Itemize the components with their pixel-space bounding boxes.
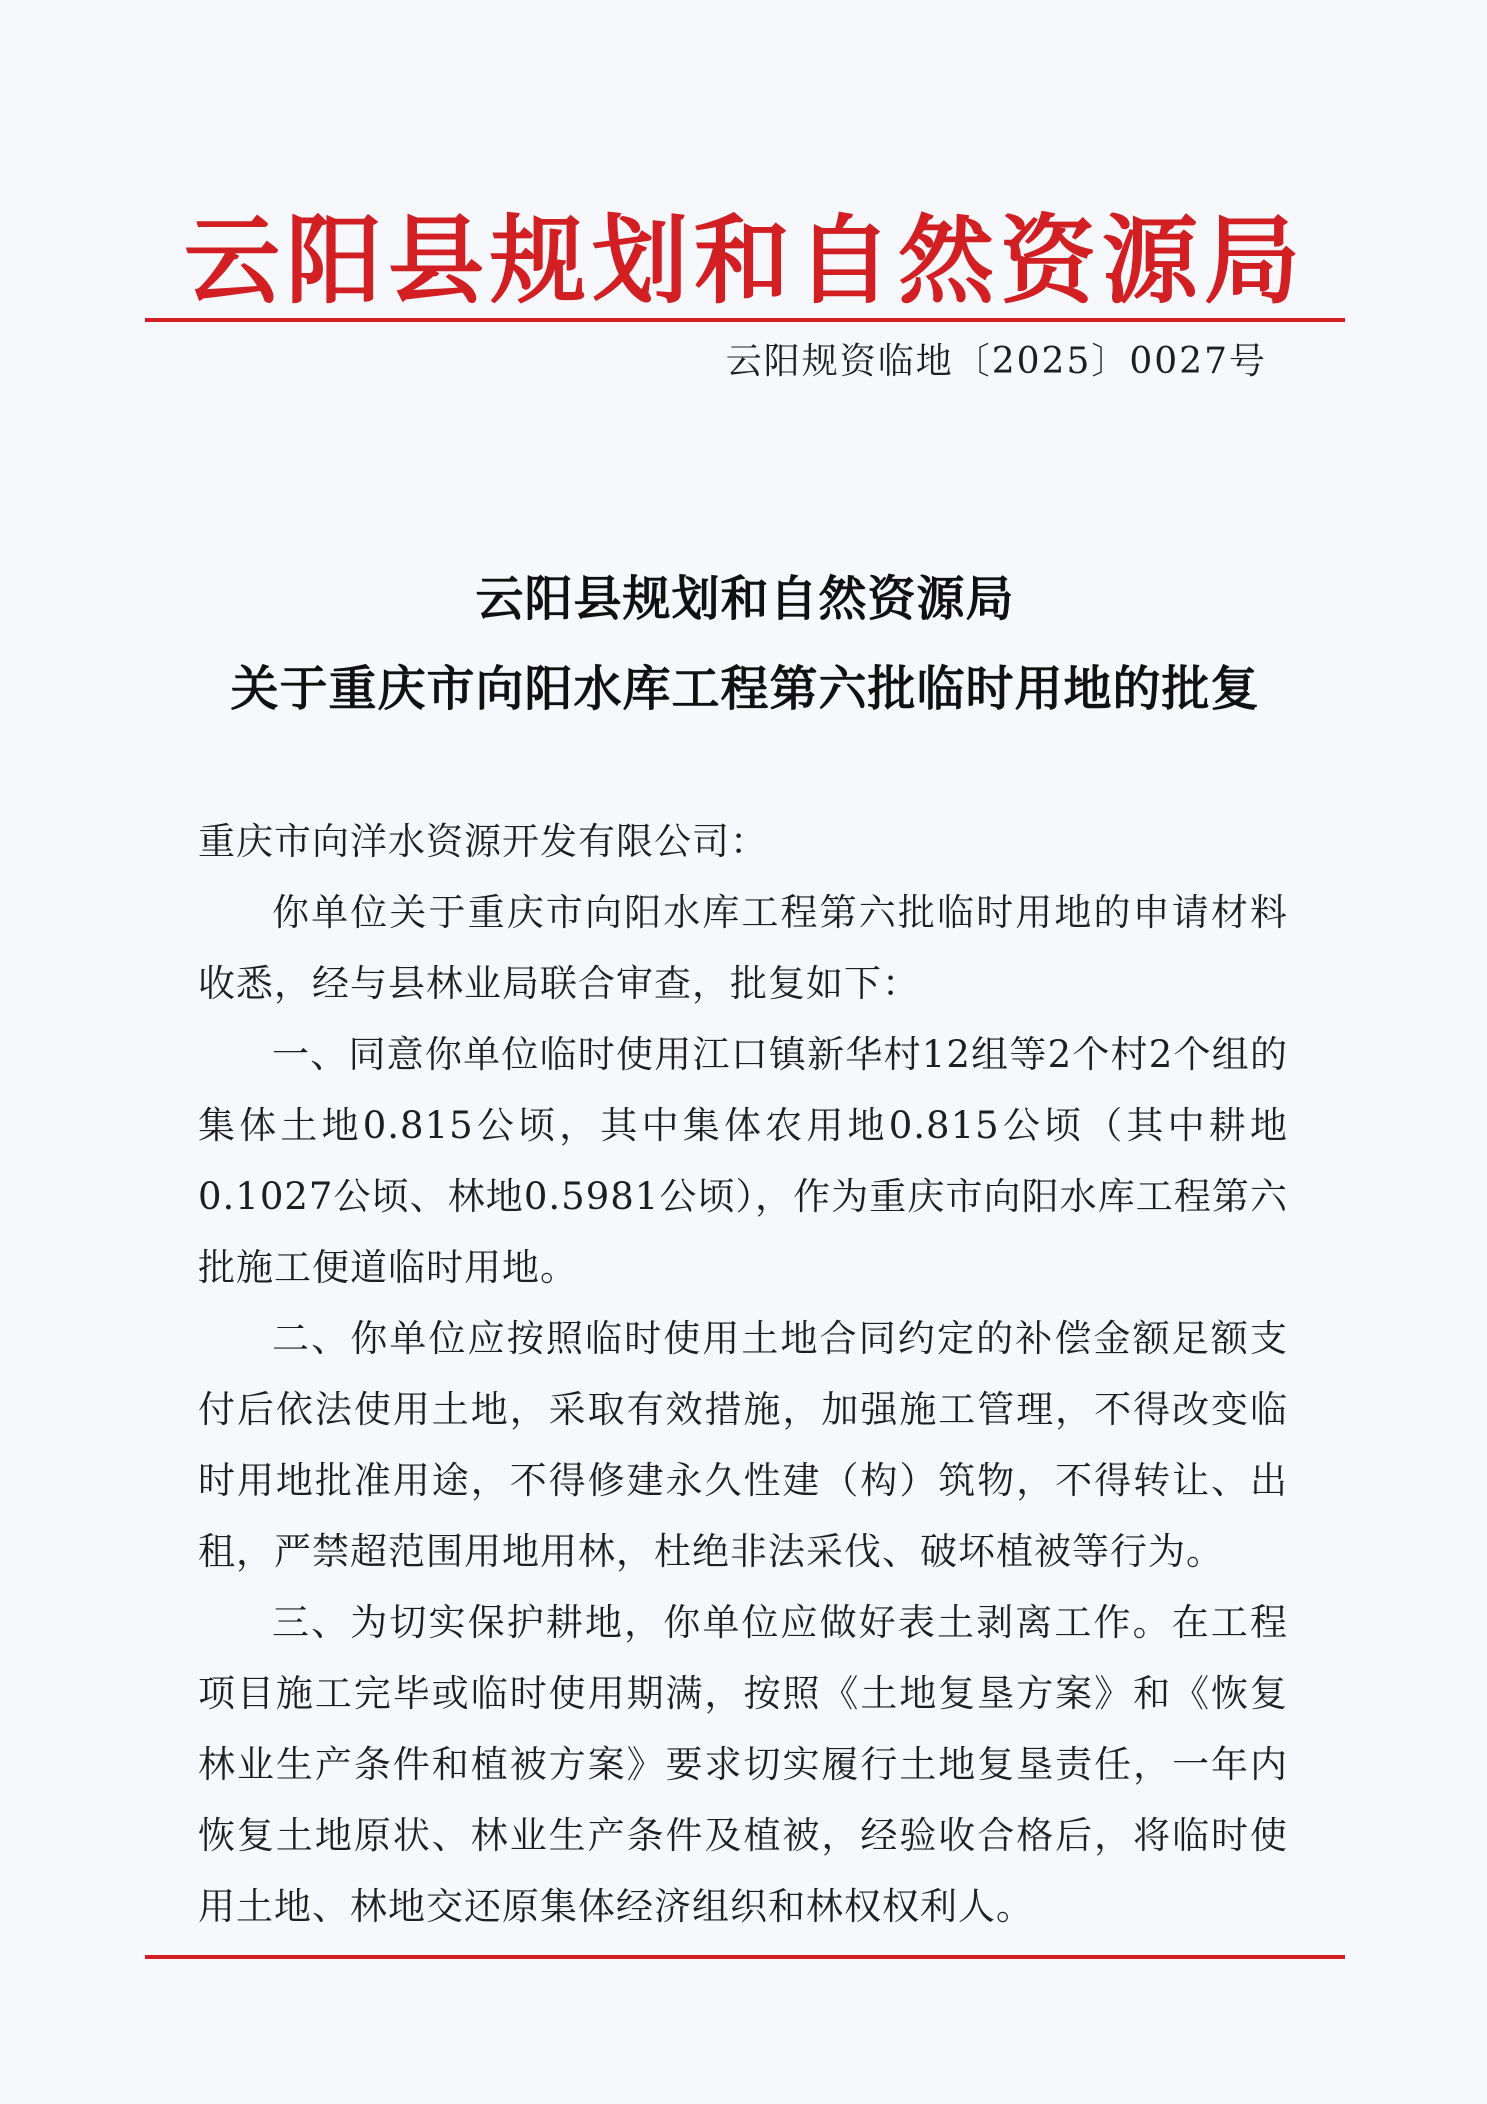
footer-red-rule bbox=[145, 1955, 1345, 1959]
header-red-rule bbox=[145, 318, 1345, 322]
item-3-paragraph: 三、为切实保护耕地，你单位应做好表土剥离工作。在工程项目施工完毕或临时使用期满，按照《土地复垦方案》和《恢复林业生产条件和植被方案》要求切实履行土地复垦责任，一年内恢复土地原状、林业生产条件及植被，经验收合格后，将临时使用土地、林地交还原集体经济组织和林权权利人。 bbox=[198, 1601, 1288, 1928]
document-title-line1: 云阳县规划和自然资源局 bbox=[475, 571, 1015, 627]
intro-paragraph: 你单位关于重庆市向阳水库工程第六批临时用地的申请材料收悉，经与县林业局联合审查，批复如下： bbox=[198, 891, 1288, 1005]
document-title-line2: 关于重庆市向阳水库工程第六批临时用地的批复 bbox=[230, 661, 1260, 717]
agency-header: 云阳县规划和自然资源局 bbox=[184, 203, 1306, 317]
item-2-paragraph: 二、你单位应按照临时使用土地合同约定的补偿金额足额支付后依法使用土地，采取有效措施，加强施工管理，不得改变临时用地批准用途，不得修建永久性建（构）筑物，不得转让、出租，严禁超范围用地用林，杜绝非法采伐、破坏植被等行为。 bbox=[198, 1317, 1288, 1573]
addressee: 重庆市向洋水资源开发有限公司： bbox=[198, 820, 768, 863]
item-1-paragraph: 一、同意你单位临时使用江口镇新华村12组等2个村2个组的集体土地0.815公顷，其中集体农用地0.815公顷（其中耕地0.1027公顷、林地0.5981公顷），作为重庆市向阳水库工程第六批施工便道临时用地。 bbox=[198, 1033, 1288, 1289]
document-number: 云阳规资临地〔2025〕0027号 bbox=[725, 341, 1267, 382]
document-body bbox=[198, 806, 1288, 1942]
